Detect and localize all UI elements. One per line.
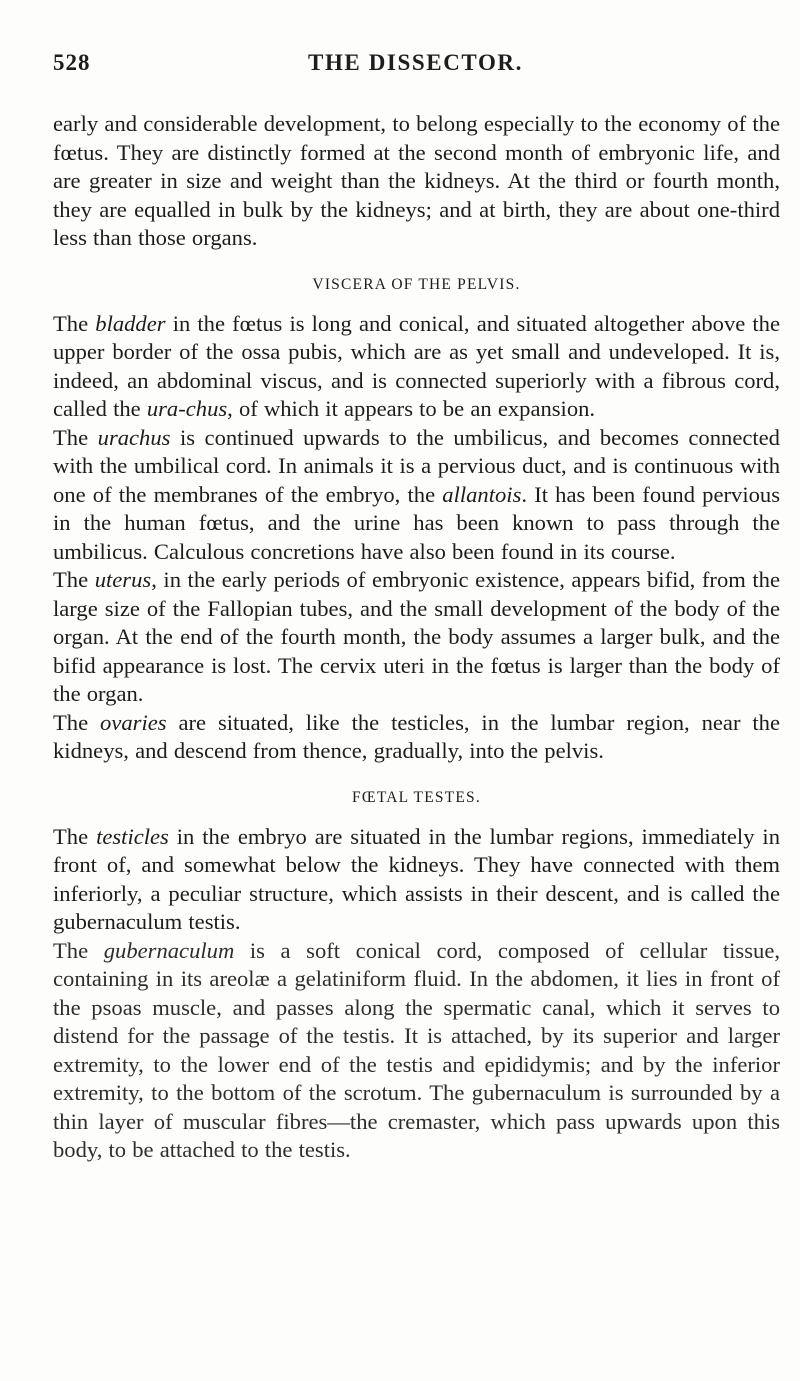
text-run: . It has been found pervious in the human fœtus, and the urine has been known to pass through the umbilicus. Calculous concretions have also been found in its course. — [53, 481, 780, 564]
term-urachus: ura-chus — [146, 396, 228, 421]
paragraph-urachus — [53, 424, 780, 567]
text-run: The — [53, 567, 95, 592]
term-urachus: urachus — [97, 424, 171, 450]
text-run: The — [53, 937, 104, 963]
text-run: The — [53, 823, 97, 849]
section-heading-foetal-testes: FŒTAL TESTES. — [352, 788, 481, 806]
text-run: The — [53, 709, 101, 735]
term-allantois: allantois — [442, 481, 522, 507]
paragraph-testicles — [53, 823, 780, 937]
paragraph-gubernaculum — [53, 937, 780, 1165]
text-run: , in the early periods of embryonic existence, appears bifid, from the large size of the Fallopian tubes, and the small development of the body of the organ. At the end of the fourth month, the body assumes a larger bulk, and the bifid appearance is lost. The cervix uteri in the fœtus is larger than the body of the organ. — [53, 567, 780, 706]
term-bladder: bladder — [95, 310, 166, 336]
text-run: , of which it appears to be an expansion. — [227, 396, 596, 421]
text-run: are situated, like the testicles, in the lumbar region, near the kidneys, and descend from thence, gradually, into the pelvis. — [53, 709, 780, 763]
book-page — [53, 50, 780, 1165]
paragraph-suprarenal-continuation: early and considerable development, to belong especially to the economy of the fœtus. They are distinctly formed at the second month of embryonic life, and are greater in size and weight than the kidneys. At the third or fourth month, they are equalled in bulk by the kidneys; and at birth, they are about one-third less than those organs. — [53, 111, 780, 250]
term-testicles: testicles — [96, 823, 169, 849]
term-ovaries: ovaries — [100, 709, 167, 735]
page-header — [53, 50, 780, 90]
term-uterus: uterus — [94, 567, 152, 592]
text-run: is a soft conical cord, composed of cellular tissue, containing in its areolæ a gelatiniform fluid. In the abdomen, it lies in front of the psoas muscle, and passes along the spermatic canal, which it serves to distend for the passage of the testis. It is attached, by its superior and larger extremity, to the lower end of the testis and epididymis; and by the inferior extremity, to the bottom of the scrotum. The gubernaculum is surrounded by a thin layer of muscular fibres—the cremaster, which pass upwards upon this body, to be attached to the testis. — [53, 937, 780, 1162]
section-heading-viscera-pelvis: VISCERA OF THE PELVIS. — [312, 275, 521, 293]
text-run: The — [53, 424, 98, 450]
text-run: in the fœtus is long and conical, and situated altogether above the upper border of the ossa pubis, which are as yet small and undeveloped. It is, indeed, an abdominal viscus, and is connected superiorly with a fibrous cord, called the — [53, 310, 780, 421]
text-run: The — [53, 310, 96, 336]
paragraph-bladder — [53, 310, 780, 424]
text-run: in the embryo are situated in the lumbar regions, immediately in front of, and somewhat below the kidneys. They have connected with them inferiorly, a peculiar structure, which assists in their descent, and is called the gubernaculum testis. — [53, 823, 780, 934]
running-head: THE DISSECTOR. — [308, 50, 523, 75]
text-run: is continued upwards to the umbilicus, and becomes connected with the umbilical cord. In animals it is a pervious duct, and is continuous with one of the membranes of the embryo, the — [53, 424, 780, 507]
paragraph-ovaries — [53, 709, 780, 766]
page-number: 528 — [53, 50, 91, 75]
term-gubernaculum: gubernaculum — [103, 937, 235, 963]
paragraph-uterus — [53, 566, 780, 709]
